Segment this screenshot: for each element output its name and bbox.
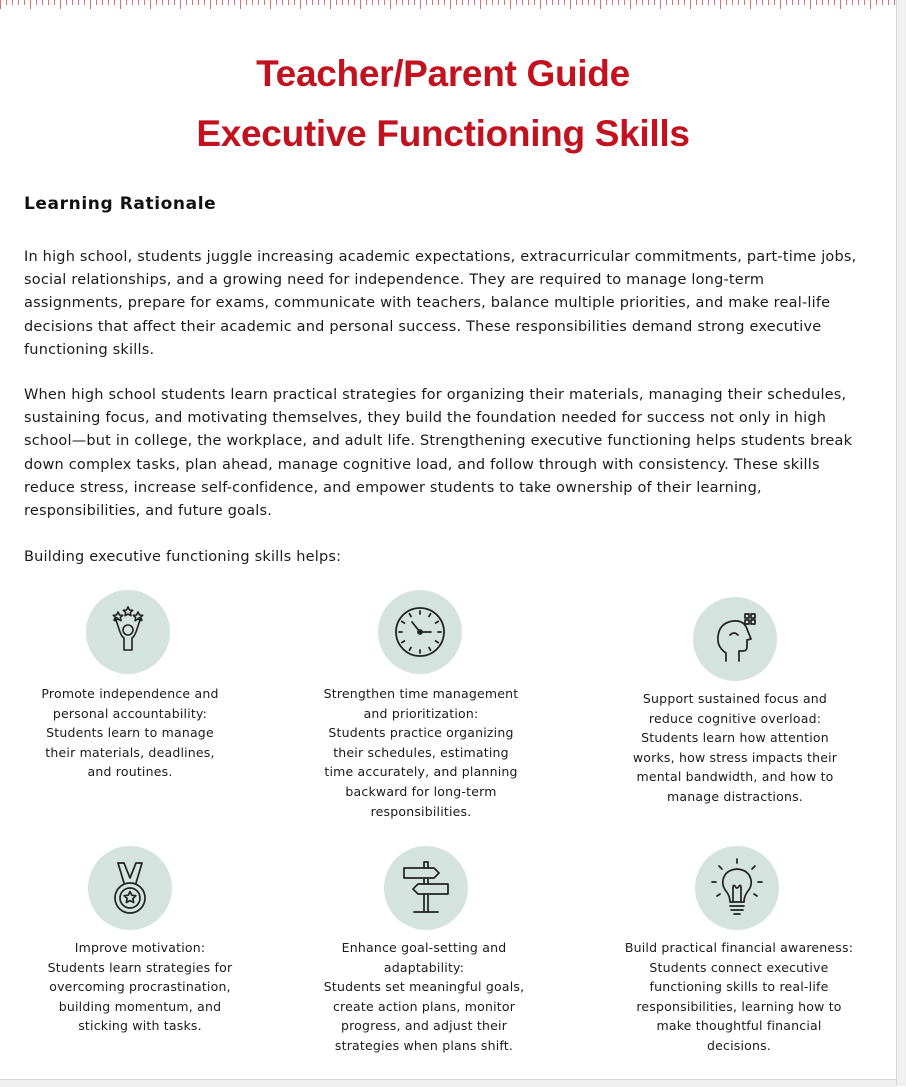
benefit-line: make thoughtful financial	[656, 1018, 822, 1034]
page-right-edge	[896, 0, 906, 1086]
benefit-line: Improve motivation:	[74, 940, 206, 955]
benefit-line: overcoming procrastination,	[49, 979, 231, 995]
clock-icon	[378, 590, 462, 674]
benefit-line: and routines.	[87, 764, 173, 780]
benefit-line: and prioritization:	[363, 705, 479, 721]
benefit-line: decisions.	[706, 1037, 771, 1053]
benefit-line: strategies when plans shift.	[334, 1037, 514, 1053]
benefit-line: reduce cognitive overload:	[648, 710, 822, 726]
benefit-line: Promote independence and	[41, 686, 219, 701]
benefit-line: manage distractions.	[667, 788, 803, 804]
benefit-sustained-focus	[622, 689, 848, 807]
benefit-independence	[25, 684, 235, 782]
paragraph-intro: In high school, students juggle increasing academic expectations, extracurricular commitments, part-time jobs, social relationships, and a growing need for independence. They are required to manage long-term assignments, prepare for exams, communicate with teachers, balance multiple priorities, and make real-life decisions that affect their academic and personal success. These responsibilities demand strong executive functioning skills.	[24, 249, 857, 358]
benefit-line: functioning skills to real-life	[649, 979, 829, 995]
paragraph-strategies: When high school students learn practical strategies for organizing their materials, managing their schedules, sustaining focus, and motivating themselves, they build the foundation needed for success not only in high school—but in college, the workplace, and adult life. Strengthening executive functioning helps students break down complex tasks, plan ahead, manage cognitive load, and follow through with consistency. These skills reduce stress, increase self-confidence, and empower students to take ownership of their learning, responsibilities, and future goals.	[24, 387, 853, 520]
benefit-line: Support sustained focus and	[642, 691, 828, 706]
benefit-line: adaptability:	[383, 959, 465, 975]
benefit-line: responsibilities, learning how to	[636, 998, 842, 1014]
benefit-line: their schedules, estimating	[333, 744, 509, 760]
benefit-line: Students learn how attention	[641, 730, 829, 746]
benefit-line: Students learn strategies for	[47, 959, 233, 975]
head-focus-icon	[693, 597, 777, 681]
lightbulb-icon	[695, 846, 779, 930]
benefit-line: building momentum, and	[58, 998, 222, 1014]
benefit-line: personal accountability:	[52, 705, 208, 721]
benefit-line: Students learn to manage	[46, 725, 214, 741]
raised-arms-stars-icon	[86, 590, 170, 674]
paragraph-lead-in: Building executive functioning skills helps:	[24, 549, 342, 565]
benefit-line: backward for long-term	[345, 783, 497, 799]
benefit-line: mental bandwidth, and how to	[636, 769, 834, 785]
benefit-line: Strengthen time management	[323, 686, 519, 701]
benefit-line: Enhance goal-setting and	[341, 940, 507, 955]
section-heading: Learning Rationale	[24, 194, 217, 214]
benefit-time-management	[305, 684, 537, 821]
title-line-2: Executive Functioning Skills	[196, 113, 690, 154]
benefit-line: their materials, deadlines,	[45, 744, 215, 760]
title-line-1: Teacher/Parent Guide	[256, 53, 630, 94]
benefit-line: Students practice organizing	[328, 725, 514, 741]
benefit-line: sticking with tasks.	[78, 1018, 202, 1034]
medal-icon	[88, 846, 172, 930]
benefit-line: Students set meaningful goals,	[323, 979, 525, 995]
benefit-line: responsibilities.	[370, 803, 472, 819]
benefit-line: works, how stress impacts their	[632, 749, 838, 765]
benefit-financial-awareness	[614, 938, 864, 1056]
benefit-line: create action plans, monitor	[332, 998, 516, 1014]
benefit-line: progress, and adjust their	[340, 1018, 508, 1034]
page-title	[0, 44, 886, 164]
benefit-line: time accurately, and planning	[324, 764, 518, 780]
benefit-line: Students connect executive	[649, 959, 829, 975]
signpost-icon	[384, 846, 468, 930]
benefit-motivation	[30, 938, 250, 1036]
benefit-goal-setting	[310, 938, 538, 1056]
top-ruler-major-ticks	[0, 0, 895, 12]
benefit-line: Build practical financial awareness:	[624, 940, 854, 955]
